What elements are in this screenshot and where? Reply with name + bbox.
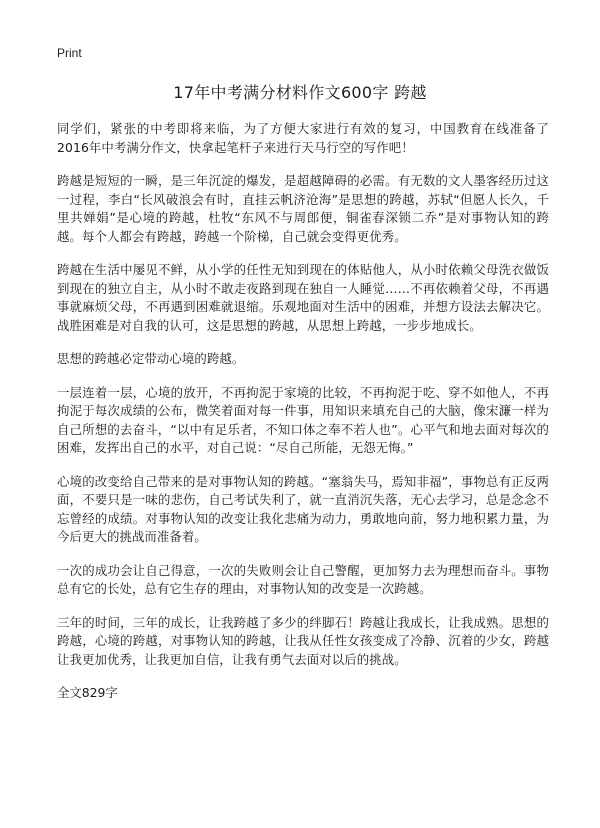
print-link[interactable]: Print [57,46,82,60]
paragraph-3: 跨越在生活中屡见不鲜，从小学的任性无知到现在的体贴他人，从小时依赖父母洗衣做饭到现在的独立自主，从小时不敢走夜路到现在独自一人睡觉……不再依赖着父母，不再遇事就麻烦父母，不再遇到困难就退缩。乐观地面对生活中的困难，并想方设法去解决它。战胜困难是对自我的认可，这是思想的跨越，从思想上跨越，一步步地成长。 [57,262,549,333]
paragraph-4: 思想的跨越必定带动心境的跨越。 [57,351,245,366]
paragraph-8: 三年的时间，三年的成长，让我跨越了多少的绊脚石！跨越让我成长，让我成熟。思想的跨越，心境的跨越，对事物认知的跨越，让我从任性女孩变成了冷静、沉着的少女，跨越让我更加优秀，让我更加自信，让我有勇气去面对以后的挑战。 [57,614,549,667]
paragraph-7: 一次的成功会让自己得意，一次的失败则会让自己警醒，更加努力去为理想而奋斗。事物总有它的长处，总有它生存的理由，对事物认知的改变是一次跨越。 [57,562,549,596]
paragraph-6: 心境的改变给自己带来的是对事物认知的跨越。“塞翁失马，焉知非福”，事物总有正反两面，不要只是一味的悲伤，自己考试失利了，就一直消沉失落，无心去学习，总是念念不忘曾经的成绩。对事物认知的改变让我化悲痛为动力，勇敢地向前，努力地积累力量，为今后更大的挑战而准备着。 [57,473,549,544]
article-title: 17年中考满分材料作文600字 跨越 [173,83,427,102]
article-body [57,120,549,703]
paragraph-2: 跨越是短短的一瞬，是三年沉淀的爆发，是超越障碍的必需。有无数的文人墨客经历过这一过程，李白“长风破浪会有时，直挂云帆济沧海”是思想的跨越，苏轼“但愿人长久，千里共婵娟”是心境的跨越，杜牧“东风不与周郎便，铜雀春深锁二乔”是对事物认知的跨越。每个人都会有跨越，跨越一个阶梯，自己就会变得更优秀。 [57,173,549,244]
paragraph-5: 一层连着一层，心境的放开，不再拘泥于家境的比较，不再拘泥于吃、穿不如他人，不再拘泥于每次成绩的公布，微笑着面对每一件事，用知识来填充自己的大脑，像宋濂一样为自己所想的去奋斗，“以中有足乐者，不知口体之奉不若人也”。心平气和地去面对每次的困难，发挥出自己的水平，对自己说：“尽自己所能，无怨无悔。” [57,384,549,455]
paragraph-intro: 同学们，紧张的中考即将来临，为了方便大家进行有效的复习，中国教育在线准备了2016年中考满分作文，快拿起笔杆子来进行天马行空的写作吧！ [57,121,549,155]
word-count: 全文829字 [57,685,118,700]
